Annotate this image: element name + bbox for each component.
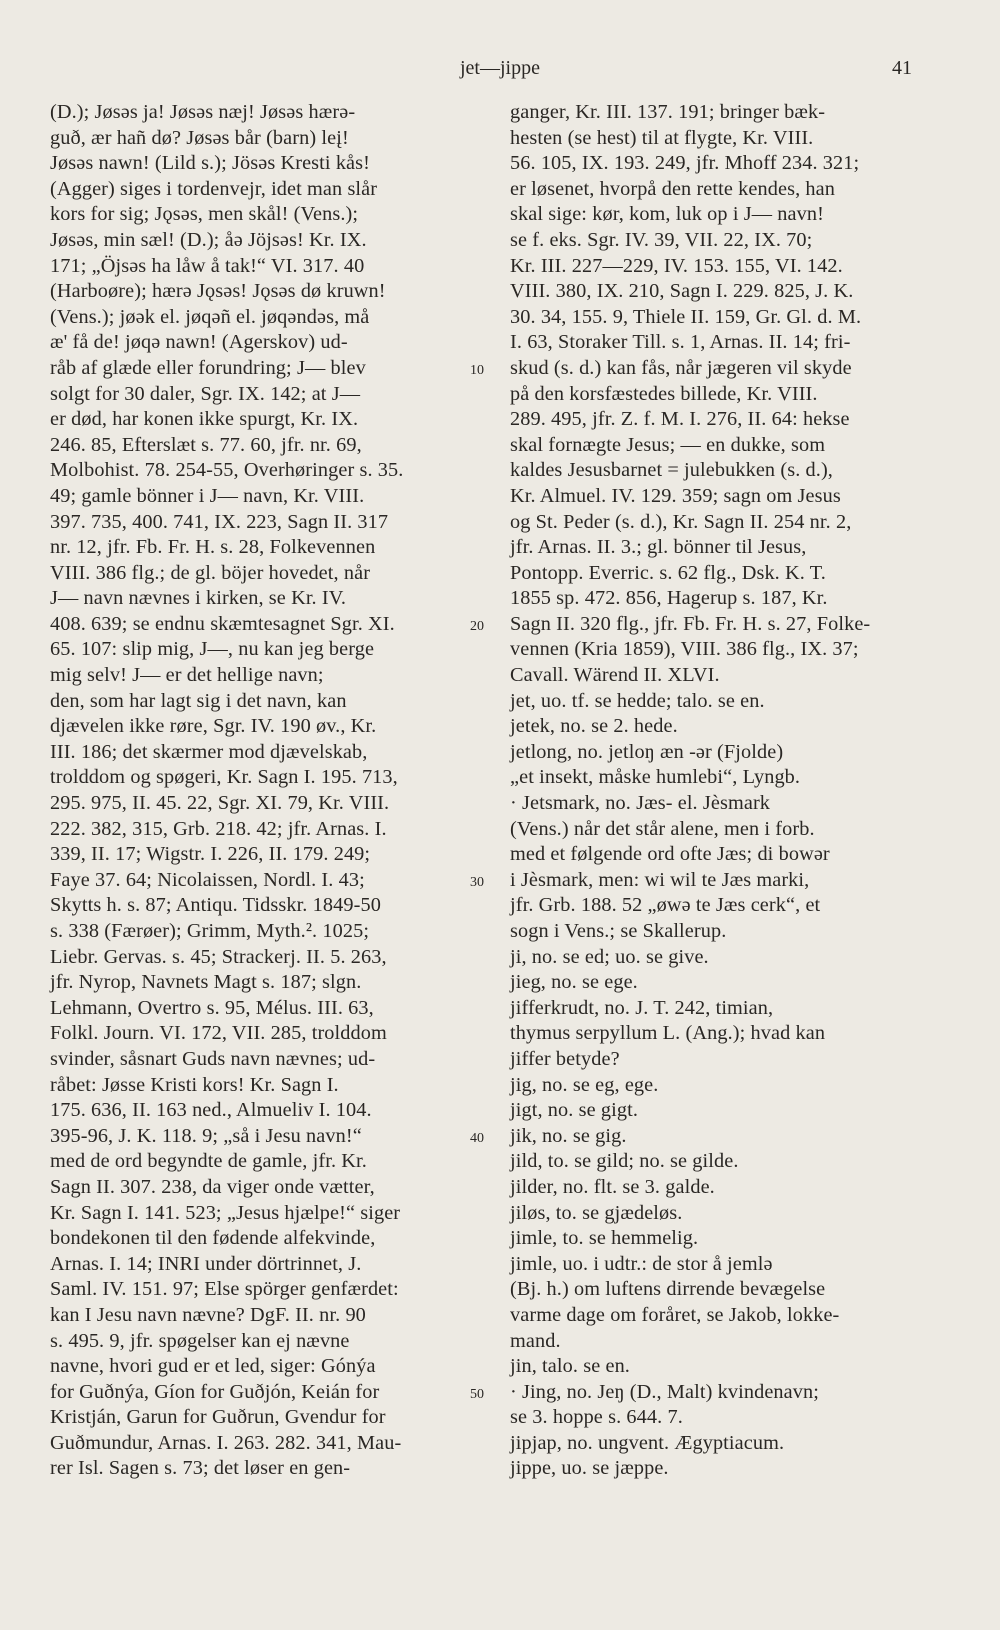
text-line: III. 186; det skærmer mod djævelskab, <box>50 740 368 763</box>
line-number-10: 10 <box>470 363 484 378</box>
text-line: solgt for 30 daler, Sgr. IX. 142; at J— <box>50 382 361 405</box>
text-line: Skytts h. s. 87; Antiqu. Tidsskr. 1849-50 <box>50 894 381 917</box>
text-line: den, som har lagt sig i det navn, kan <box>50 689 347 712</box>
text-line: 56. 105, IX. 193. 249, jfr. Mhoff 234. 321; <box>510 152 860 175</box>
text-line: guð, ær hañ dø? Jøsəs bår (barn) leį! <box>50 126 349 149</box>
text-line: ganger, Kr. III. 137. 191; bringer bæk- <box>510 101 826 123</box>
text-line: jild, to. se gild; no. se gilde. <box>510 1150 739 1173</box>
text-line: kan I Jesu navn nævne? DgF. II. nr. 90 <box>50 1303 366 1326</box>
text-line: 289. 495, jfr. Z. f. M. I. 276, II. 64: hekse <box>510 408 850 431</box>
right-column <box>510 100 920 1482</box>
text-line: Guðmundur, Arnas. I. 263. 282. 341, Mau- <box>50 1431 402 1454</box>
text-line: i Jèsmark, men: wi wil te Jæs marki, <box>510 868 810 891</box>
text-line: rer Isl. Sagen s. 73; det løser en gen- <box>50 1457 351 1480</box>
text-line: thymus serpyllum L. (Ang.); hvad kan <box>510 1022 826 1045</box>
text-line: svinder, såsnart Guds navn nævnes; ud- <box>50 1047 376 1070</box>
text-line: (Vens.) når det står alene, men i forb. <box>510 817 815 840</box>
text-line: „et insekt, måske humlebi“, Lyngb. <box>510 766 801 789</box>
text-line: Folkl. Journ. VI. 172, VII. 285, trolddom <box>50 1022 387 1045</box>
text-line: hesten (se hest) til at flygte, Kr. VIII. <box>510 126 814 149</box>
text-line: ji, no. se ed; uo. se give. <box>510 945 709 968</box>
text-line: Faye 37. 64; Nicolaissen, Nordl. I. 43; <box>50 868 365 891</box>
text-line: se f. eks. Sgr. IV. 39, VII. 22, IX. 70; <box>510 228 813 251</box>
text-line: Kr. III. 227—229, IV. 153. 155, VI. 142. <box>510 254 843 277</box>
text-line: skal fornægte Jesus; — en dukke, som <box>510 433 826 456</box>
text-line: Molbohist. 78. 254-55, Overhøringer s. 35. <box>50 459 404 482</box>
text-line: trolddom og spøgeri, Kr. Sagn I. 195. 713, <box>50 766 398 789</box>
text-line: (Harboøre); hærə Jǫsəs! Jǫsəs dø kruwn! <box>50 280 386 303</box>
text-line: jig, no. se eg, ege. <box>510 1073 659 1096</box>
text-line: jfr. Nyrop, Navnets Magt s. 187; slgn. <box>50 971 362 994</box>
text-line: J— navn nævnes i kirken, se Kr. IV. <box>50 587 347 610</box>
text-line: jet, uo. tf. se hedde; talo. se en. <box>510 689 765 712</box>
text-line: 30. 34, 155. 9, Thiele II. 159, Gr. Gl. d. M. <box>510 305 862 328</box>
text-line: VIII. 380, IX. 210, Sagn I. 229. 825, J. K. <box>510 280 854 303</box>
line-number-50: 50 <box>470 1387 484 1402</box>
text-line: sogn i Vens.; se Skallerup. <box>510 920 727 942</box>
text-line: kaldes Jesusbarnet = julebukken (s. d.), <box>510 459 833 482</box>
text-line: Sagn II. 307. 238, da viger onde vætter, <box>50 1175 375 1198</box>
text-line: (Agger) siges i tordenvejr, idet man slår <box>50 177 378 200</box>
text-line: s. 495. 9, jfr. spøgelser kan ej nævne <box>50 1329 350 1352</box>
text-line: 397. 735, 400. 741, IX. 223, Sagn II. 317 <box>50 510 389 533</box>
text-line: Kr. Sagn I. 141. 523; „Jesus hjælpe!“ siger <box>50 1201 401 1224</box>
text-line: jimle, to. se hemmelig. <box>510 1227 699 1250</box>
text-line: Sagn II. 320 flg., jfr. Fb. Fr. H. s. 27, Folke- <box>510 612 871 635</box>
column-divider <box>495 100 496 1460</box>
text-line: skal sige: kør, kom, luk op i J— navn! <box>510 203 824 226</box>
text-line: Pontopp. Everric. s. 62 flg., Dsk. K. T. <box>510 561 826 584</box>
text-line: Cavall. Wärend II. XLVI. <box>510 664 720 687</box>
text-line: navne, hvori gud er et led, siger: Gónýa <box>50 1355 376 1378</box>
text-line: jetlong, no. jetloŋ æn -ər (Fjolde) <box>510 740 784 763</box>
text-line: Liebr. Gervas. s. 45; Strackerj. II. 5. 263, <box>50 945 387 968</box>
text-line: jiffer betyde? <box>510 1047 620 1070</box>
text-line: 175. 636, II. 163 ned., Almueliv I. 104. <box>50 1099 372 1122</box>
text-line: Jøsəs, min sæl! (D.); åə Jöjsəs! Kr. IX. <box>50 228 367 251</box>
text-line: er løsenet, hvorpå den rette kendes, han <box>510 177 835 200</box>
text-line: (Vens.); jøək el. jøqəñ el. jøqəndəs, må <box>50 305 370 328</box>
line-number-40: 40 <box>470 1131 484 1146</box>
text-line: jik, no. se gig. <box>510 1124 627 1147</box>
text-line: jipjap, no. ungvent. Ægyptiacum. <box>510 1431 785 1454</box>
text-line: jimle, uo. i udtr.: de stor å jemlə <box>510 1252 773 1275</box>
text-line: råbet: Jøsse Kristi kors! Kr. Sagn I. <box>50 1073 339 1096</box>
text-line: bondekonen til den fødende alfekvinde, <box>50 1227 376 1250</box>
running-head: jet—jippe <box>460 57 540 79</box>
text-line: varme dage om foråret, se Jakob, lokke- <box>510 1303 840 1326</box>
text-line: 339, II. 17; Wigstr. I. 226, II. 179. 249; <box>50 843 371 866</box>
text-line: 295. 975, II. 45. 22, Sgr. XI. 79, Kr. VIII. <box>50 792 390 815</box>
left-column <box>50 100 480 1482</box>
text-line: jigt, no. se gigt. <box>510 1099 638 1122</box>
text-line: med et følgende ord ofte Jæs; di bowər <box>510 843 830 866</box>
page-header <box>0 52 1000 84</box>
text-line: Kr. Almuel. IV. 129. 359; sagn om Jesus <box>510 484 841 507</box>
text-line: 65. 107: slip mig, J—, nu kan jeg berge <box>50 638 375 661</box>
text-line: skud (s. d.) kan fås, når jægeren vil skyde <box>510 356 852 379</box>
text-line: med de ord begyndte de gamle, jfr. Kr. <box>50 1150 367 1173</box>
text-line: æ' få de! jøqə nawn! (Agerskov) ud- <box>50 331 348 354</box>
text-line: · Jetsmark, no. Jæs- el. Jèsmark <box>510 792 771 815</box>
text-line: Kristján, Garun for Guðrun, Gvendur for <box>50 1406 386 1429</box>
text-line: djævelen ikke røre, Sgr. IV. 190 øv., Kr. <box>50 715 377 738</box>
line-number-20: 20 <box>470 619 484 634</box>
text-line: kors for sig; Jǫsəs, men skål! (Vens.); <box>50 203 359 226</box>
text-line: mig selv! J— er det hellige navn; <box>50 664 324 687</box>
text-line: råb af glæde eller forundring; J— blev <box>50 356 366 379</box>
text-line: 408. 639; se endnu skæmtesagnet Sgr. XI. <box>50 612 395 635</box>
text-line: VIII. 386 flg.; de gl. böjer hovedet, når <box>50 561 371 584</box>
text-line: (D.); Jøsəs ja! Jøsəs næj! Jøsəs hærə- <box>50 101 356 123</box>
text-line: Saml. IV. 151. 97; Else spörger genfærdet: <box>50 1278 399 1301</box>
text-line: s. 338 (Færøer); Grimm, Myth.². 1025; <box>50 920 370 942</box>
text-line: Arnas. I. 14; INRI under dörtrinnet, J. <box>50 1252 362 1275</box>
text-line: nr. 12, jfr. Fb. Fr. H. s. 28, Folkevennen <box>50 536 376 559</box>
text-line: 49; gamle bönner i J— navn, Kr. VIII. <box>50 484 365 507</box>
text-line: jiløs, to. se gjædeløs. <box>510 1201 683 1224</box>
text-line: I. 63, Storaker Till. s. 1, Arnas. II. 14; fri- <box>510 331 851 354</box>
text-line: jfr. Grb. 188. 52 „øwə te Jæs cerk“, et <box>510 894 821 917</box>
text-line: 246. 85, Efterslæt s. 77. 60, jfr. nr. 69, <box>50 433 362 456</box>
text-line: og St. Peder (s. d.), Kr. Sagn II. 254 nr. 2, <box>510 510 852 533</box>
text-line: mand. <box>510 1329 561 1352</box>
text-line: Jøsəs nawn! (Lild s.); Jösəs Kresti kås! <box>50 152 371 175</box>
text-line: se 3. hoppe s. 644. 7. <box>510 1406 683 1429</box>
text-line: 1855 sp. 472. 856, Hagerup s. 187, Kr. <box>510 587 828 610</box>
text-line: 171; „Öjsəs ha låw å tak!“ VI. 317. 40 <box>50 254 365 277</box>
text-line: for Guðnýa, Gíon for Guðjón, Keián for <box>50 1380 380 1403</box>
text-line: jilder, no. flt. se 3. galde. <box>510 1175 715 1198</box>
text-line: jifferkrudt, no. J. T. 242, timian, <box>510 996 774 1019</box>
text-line: jin, talo. se en. <box>510 1355 630 1378</box>
text-line: 395-96, J. K. 118. 9; „så i Jesu navn!“ <box>50 1124 362 1147</box>
text-line: på den korsfæstedes billede, Kr. VIII. <box>510 382 818 405</box>
page-number: 41 <box>892 57 912 79</box>
text-line: jippe, uo. se jæppe. <box>510 1457 669 1480</box>
text-line: 222. 382, 315, Grb. 218. 42; jfr. Arnas. I. <box>50 817 387 840</box>
line-number-30: 30 <box>470 875 484 890</box>
text-line: er død, har konen ikke spurgt, Kr. IX. <box>50 408 359 431</box>
text-line: · Jing, no. Jeŋ (D., Malt) kvindenavn; <box>510 1380 819 1403</box>
text-line: (Bj. h.) om luftens dirrende bevægelse <box>510 1278 826 1301</box>
text-line: vennen (Kria 1859), VIII. 386 flg., IX. 37; <box>510 638 859 661</box>
text-line: jieg, no. se ege. <box>510 971 638 994</box>
text-line: jfr. Arnas. II. 3.; gl. bönner til Jesus, <box>510 536 807 559</box>
text-line: jetek, no. se 2. hede. <box>510 715 678 738</box>
text-line: Lehmann, Overtro s. 95, Mélus. III. 63, <box>50 996 374 1019</box>
